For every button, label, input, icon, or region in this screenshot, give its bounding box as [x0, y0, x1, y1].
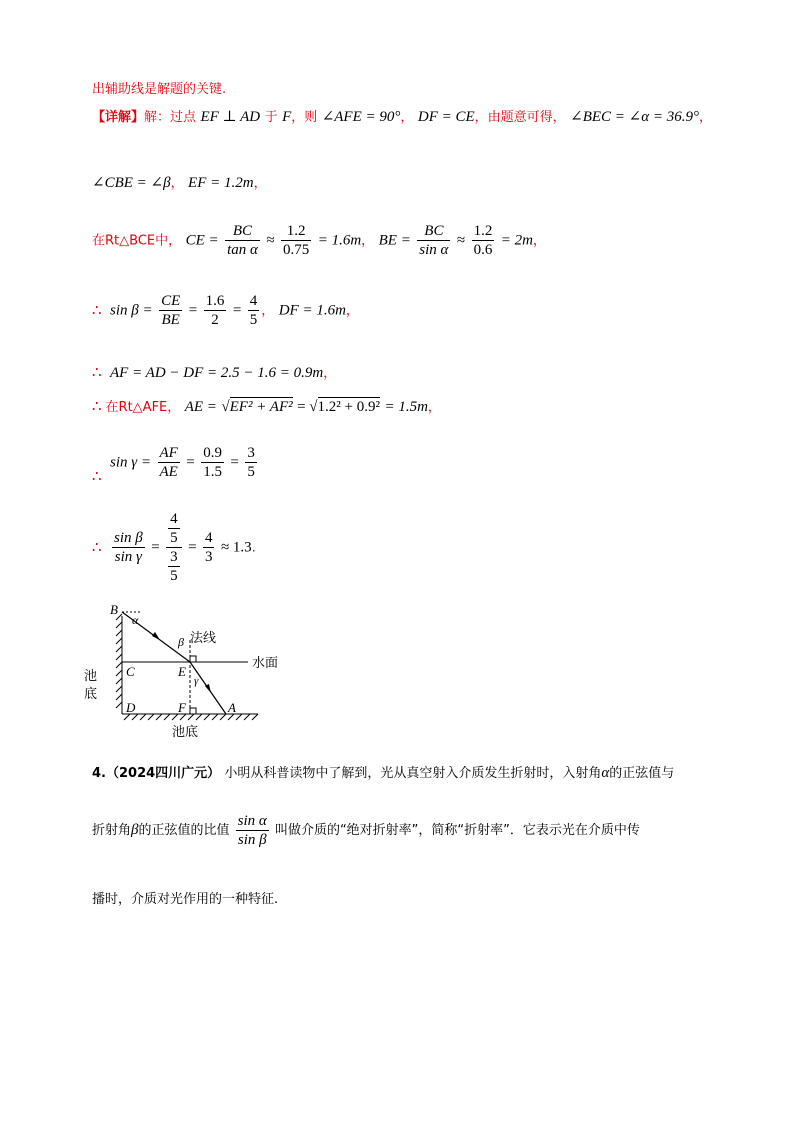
comma: ，	[533, 233, 547, 249]
frac-09-15: $\frac{0.9}{1.5}$	[203, 445, 222, 480]
therefore-symbol: ∴	[92, 397, 102, 415]
label-beta: β	[178, 635, 184, 649]
text-given: ，由题意可得，	[474, 110, 566, 125]
frac-12-075: $\frac{1.2}{0.75}$	[283, 223, 310, 258]
label-gamma: γ	[194, 675, 199, 687]
comma: ，	[167, 400, 181, 415]
frac-12-06: $\frac{1.2}{0.6}$	[473, 223, 493, 258]
math-beta: β	[131, 822, 139, 838]
math-ce-result: = 1.6m	[317, 232, 362, 249]
solution-line-3	[92, 222, 546, 259]
sqrt-numbers: 1.2² + 0.9²	[317, 399, 380, 415]
right-angle-f	[190, 708, 196, 714]
solution-line-1	[92, 106, 712, 126]
problem-text-2: 的正弦值与	[609, 766, 675, 781]
comma: ，	[361, 233, 375, 249]
comma: ，	[323, 366, 337, 381]
solution-line-2	[92, 172, 267, 192]
frac-3-5: $\frac{3}{5}$	[247, 445, 255, 480]
comma: ，	[261, 303, 275, 319]
incident-arrow	[152, 632, 160, 640]
label-alpha: α	[132, 613, 139, 627]
text-yu: 于	[264, 110, 278, 125]
approx: ≈	[266, 232, 275, 249]
pool-bottom	[122, 714, 258, 720]
math-ce-lhs: CE =	[185, 232, 219, 249]
math-ef: EF = 1.2m	[188, 175, 254, 191]
left-wall	[116, 614, 122, 714]
math-af: AF = AD − DF = 2.5 − 1.6 = 0.9m	[110, 365, 324, 381]
solution-line-6: ∴ 在Rt△AFE， AE = √EF² + AF² = √1.2² + 0.9² = 1.5m，	[92, 397, 441, 415]
problem-line-3: 播时，介质对光作用的一种特征.	[92, 892, 279, 907]
frac-4-3: $\frac{4}{3}$	[204, 530, 213, 565]
solution-line-8: ∴ $\frac{\text{sin β}}{\text{sin γ}}$ = $\frac{\frac{4}{5}}{\frac{3}{5}}$ = $\frac{4}{3}$ ≈ 1.3.	[92, 511, 256, 584]
period: .	[251, 540, 256, 556]
label-C: C	[126, 664, 135, 679]
math-singamma-lhs: sin γ =	[110, 454, 152, 471]
problem-text-4: 的正弦值的比值	[138, 823, 230, 838]
frac-af-ae: $\frac{AF}{AE}$	[159, 445, 178, 480]
label-D: D	[126, 700, 136, 715]
text-ze: ，则	[291, 110, 318, 125]
comma: ，	[170, 176, 184, 191]
label-bottom: 池底	[172, 725, 199, 740]
solution-line-4: ∴ sin β = $\frac{CE}{BE}$ = $\frac{1.6}{2}$ = $\frac{4}{5}$ ， DF = 1.6m，	[92, 293, 359, 328]
math-ae-result: = 1.5m	[384, 399, 428, 415]
text-in-bce: 在Rt△BCE中，	[92, 233, 182, 249]
comma: ，	[427, 400, 441, 415]
therefore-symbol: ∴	[92, 466, 102, 485]
label-A: A	[228, 700, 236, 715]
frac-sina-sinb: $\frac{\text{sin α}}{\text{sin β}}$	[237, 813, 267, 848]
frac-4-5: $\frac{4}{5}$	[249, 293, 258, 328]
problem-text-5: 叫做介质的“绝对折射率”，简称“折射率”．它表示光在介质中传	[274, 823, 640, 838]
label-F: F	[178, 700, 186, 715]
frac-compound: $\frac{\frac{4}{5}}{\frac{3}{5}}$	[166, 510, 182, 585]
math-sinbeta-lhs: sin β =	[110, 302, 153, 319]
problem-line-1	[92, 762, 674, 782]
problem-text-1: 小明从科普读物中了解到，光从真空射入介质发生折射时，入射角	[224, 766, 602, 781]
math-df: DF = 1.6m	[278, 302, 346, 319]
label-normal: 法线	[190, 631, 217, 646]
detail-label: 【详解】	[92, 110, 145, 125]
refraction-diagram	[80, 600, 300, 740]
text-in-afe: 在Rt△AFE	[105, 400, 168, 415]
therefore-symbol: ∴	[92, 537, 102, 556]
sqrt-ef-af: EF² + AF²	[229, 399, 293, 415]
math-ef-perp-ad: EF ⊥ AD	[200, 109, 261, 125]
problem-text-3: 折射角	[92, 823, 132, 838]
frac-ce-be: $\frac{CE}{BE}$	[161, 293, 181, 328]
math-cbe: ∠CBE = ∠β	[92, 175, 171, 191]
math-alpha: α	[601, 765, 610, 781]
label-water: 水面	[252, 656, 279, 671]
math-bec: ∠BEC = ∠α = 36.9°	[570, 109, 699, 125]
problem-source: （2024四川广元）	[105, 766, 221, 781]
math-df-ce: DF = CE	[417, 109, 475, 125]
problem-line-2	[92, 812, 640, 849]
solution-line-5	[92, 362, 336, 382]
label-E: E	[178, 664, 186, 679]
label-wall-bottom: 底	[84, 687, 98, 702]
comma: ，	[253, 176, 267, 191]
comma: ，	[400, 110, 414, 125]
approx: ≈	[456, 232, 466, 249]
comma: ，	[698, 110, 712, 125]
intro-text: 出辅助线是解题的关键.	[92, 82, 227, 97]
label-wall-top: 池	[84, 669, 98, 684]
math-be-lhs: BE =	[378, 232, 411, 249]
math-ae-lhs: AE =	[184, 399, 217, 415]
math-afe: ∠AFE = 90°	[321, 109, 401, 125]
problem-number: 4.	[92, 766, 106, 781]
therefore-symbol: ∴	[92, 300, 102, 319]
frac-bc-sin: $\frac{BC}{\text{sin α}}$	[419, 223, 449, 258]
comma: ，	[345, 303, 359, 319]
result-13: ≈ 1.3	[220, 539, 252, 556]
lead-text: 解：过点	[144, 110, 197, 125]
frac-sinb-sing: $\frac{\text{sin β}}{\text{sin γ}}$	[114, 530, 143, 565]
frac-16-2: $\frac{1.6}{2}$	[205, 293, 225, 328]
label-B: B	[110, 602, 118, 617]
math-be-result: = 2m	[500, 232, 533, 249]
right-angle-e	[190, 656, 196, 662]
frac-bc-tan: $\frac{BC}{\text{tan α}}$	[227, 223, 258, 258]
math-F: F	[282, 109, 292, 125]
solution-line-7: ∴ sin γ = $\frac{AF}{AE}$ = $\frac{0.9}{1.5}$ = $\frac{3}{5}$	[92, 445, 255, 485]
therefore-symbol: ∴	[92, 363, 102, 381]
